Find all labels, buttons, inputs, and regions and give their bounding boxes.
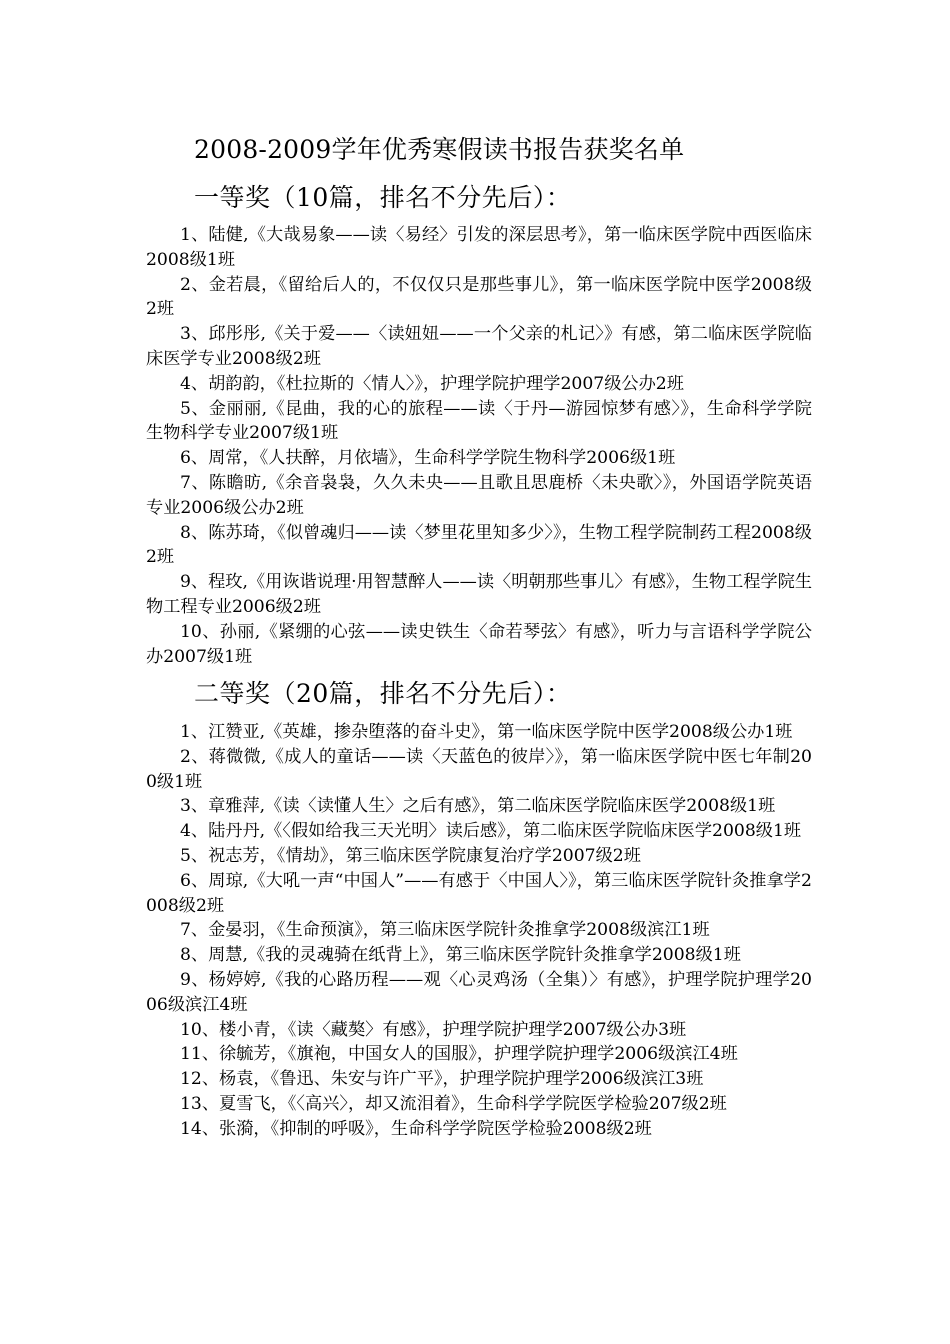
second-prize-entry-11: 11、徐毓芳，《旗袍，中国女人的国服》，护理学院护理学2006级滨江4班 — [180, 1044, 738, 1065]
second-prize-entry-9: 9、杨婷婷,《我的心路历程——观〈心灵鸡汤（全集）〉有感》，护理学院护理学2006级滨江4班 — [146, 969, 812, 1015]
second-prize-heading: 二等奖（20篇，排名不分先后）： — [194, 679, 572, 708]
first-prize-entry-8: 8、陈苏琦，《似曾魂归——读〈梦里花里知多少〉》，生物工程学院制药工程2008级2班 — [146, 522, 812, 568]
second-prize-entry-12: 12、杨袁，《鲁迅、朱安与许广平》，护理学院护理学2006级滨江3班 — [180, 1069, 704, 1090]
second-prize-entry-1: 1、江赞亚,《英雄，掺杂堕落的奋斗史》，第一临床医学院中医学2008级公办1班 — [180, 722, 793, 742]
second-prize-entry-5: 5、祝志芳，《情劫》，第三临床医学院康复治疗学2007级2班 — [180, 845, 641, 866]
second-prize-list — [146, 720, 812, 1142]
first-prize-entry-7: 7、陈瞻昉,《余音袅袅，久久未央——且歌且思鹿桥〈未央歌〉》，外国语学院英语专业2006级公办2班 — [146, 472, 812, 518]
second-prize-entry-4: 4、陆丹丹,《〈假如给我三天光明〉读后感》，第二临床医学院临床医学2008级1班 — [180, 821, 802, 842]
first-prize-entry-6: 6、周常，《人扶醉，月依墙》，生命科学学院生物科学2006级1班 — [180, 448, 676, 469]
first-prize-entry-9: 9、程玫,《用诙谐说理·用智慧醉人——读〈明朝那些事儿〉有感》，生物工程学院生物工程专业2006级2班 — [146, 572, 813, 617]
first-prize-entry-5: 5、金丽丽,《昆曲，我的心的旅程——读〈于丹—游园惊梦有感〉》，生命科学学院生物科学专业2007级1班 — [146, 398, 812, 444]
first-prize-list — [146, 223, 812, 669]
second-prize-entry-8: 8、周慧,《我的灵魂骑在纸背上》，第三临床医学院针灸推拿学2008级1班 — [180, 945, 741, 966]
first-prize-entry-2: 2、金若晨，《留给后人的，不仅仅只是那些事儿》，第一临床医学院中医学2008级2班 — [146, 274, 812, 320]
first-prize-entry-4: 4、胡韵韵，《杜拉斯的〈情人〉》，护理学院护理学2007级公办2班 — [180, 373, 684, 394]
second-prize-entry-3: 3、章雅萍,《读〈读懂人生〉之后有感》，第二临床医学院临床医学2008级1班 — [180, 796, 776, 817]
first-prize-entry-1: 1、陆健,《大哉易象——读〈易经〉引发的深层思考》，第一临床医学院中西医临床2008级1班 — [146, 225, 812, 270]
document-title: 2008-2009学年优秀寒假读书报告获奖名单 — [194, 135, 685, 164]
first-prize-entry-3: 3、邱彤彤,《关于爱——〈读妞妞——一个父亲的札记〉》有感，第二临床医学院临床医学专业2008级2班 — [146, 324, 812, 369]
first-prize-entry-10: 10、孙丽,《紧绷的心弦——读史铁生〈命若琴弦〉有感》，听力与言语科学学院公办2007级1班 — [146, 621, 812, 667]
second-prize-entry-10: 10、楼小青，《读〈藏獒〉有感》，护理学院护理学2007级公办3班 — [180, 1019, 687, 1040]
second-prize-entry-14: 14、张漪，《抑制的呼吸》，生命科学学院医学检验2008级2班 — [180, 1118, 652, 1139]
second-prize-entry-13: 13、夏雪飞，《〈高兴〉，却又流泪着》，生命科学学院医学检验207级2班 — [180, 1093, 727, 1114]
second-prize-entry-2: 2、蒋微微,《成人的童话——读〈天蓝色的彼岸〉》，第一临床医学院中医七年制200级1班 — [146, 746, 812, 792]
first-prize-heading: 一等奖（10篇，排名不分先后）： — [194, 183, 572, 212]
second-prize-entry-6: 6、周琼,《大吼一声“中国人”——有感于〈中国人〉》，第三临床医学院针灸推拿学2008级2班 — [146, 870, 812, 916]
second-prize-entry-7: 7、金晏羽，《生命预演》，第三临床医学院针灸推拿学2008级滨江1班 — [180, 920, 710, 941]
